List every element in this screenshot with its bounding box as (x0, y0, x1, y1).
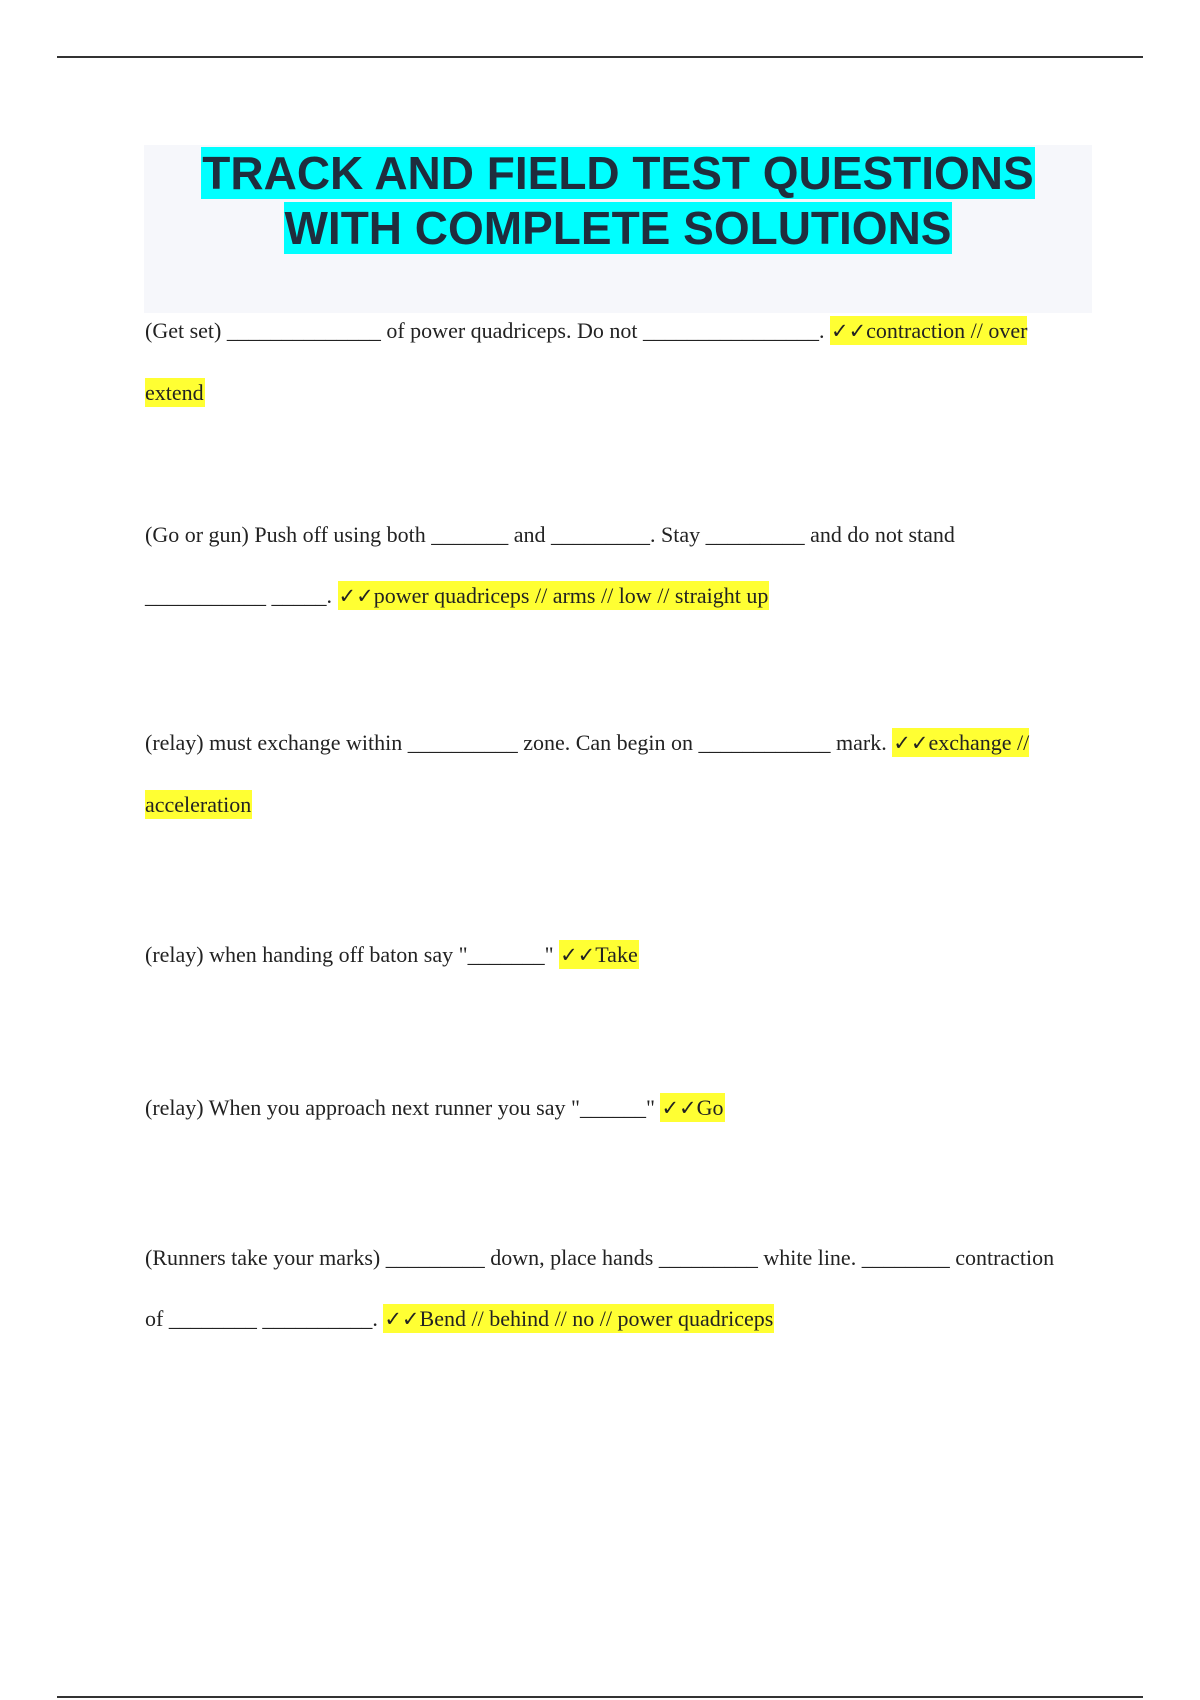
qa-item-get-set (145, 300, 1075, 423)
question-text: (Runners take your marks) _________ down, place hands _________ white line. ________ contraction of ________ __________. (145, 1245, 1055, 1331)
check-icon: ✓✓ (338, 584, 374, 608)
question-text: (relay) must exchange within __________ zone. Can begin on ____________ mark. (145, 730, 893, 755)
check-icon: ✓✓ (560, 943, 596, 967)
answer-text: Bend // behind // no // power quadriceps (419, 1306, 774, 1331)
check-icon: ✓✓ (830, 319, 867, 343)
qa-item-take-your-marks (145, 1227, 1075, 1350)
check-icon: ✓✓ (384, 1307, 420, 1331)
check-icon: ✓✓ (893, 731, 929, 755)
qa-item-relay-exchange (145, 712, 1075, 835)
answer-highlight (660, 1093, 724, 1122)
answer-text: Take (595, 942, 638, 967)
document-title (144, 146, 1092, 256)
answer-text: Go (696, 1095, 724, 1120)
footer-rule (57, 1696, 1143, 1698)
answer-text: contraction // over extend (145, 318, 1028, 405)
header-rule (57, 56, 1143, 58)
title-line-1: TRACK AND FIELD TEST QUESTIONS (202, 147, 1034, 199)
question-text: (relay) When you approach next runner you say "______" (145, 1095, 661, 1120)
answer-highlight (338, 581, 770, 610)
qa-item-go-or-gun (145, 504, 1075, 627)
qa-item-relay-go (145, 1077, 1075, 1139)
question-text: (relay) when handing off baton say "_______" (145, 942, 560, 967)
answer-highlight (383, 1304, 774, 1333)
question-text: (Get set) ______________ of power quadriceps. Do not ________________. (145, 318, 830, 343)
answer-highlight (559, 940, 639, 969)
title-line-2: WITH COMPLETE SOLUTIONS (284, 202, 952, 254)
qa-item-relay-take (145, 924, 1075, 986)
answer-text: exchange // acceleration (145, 730, 1030, 817)
check-icon: ✓✓ (661, 1096, 697, 1120)
question-text: (Go or gun) Push off using both _______ and _________. Stay _________ and do not stand ___________ _____. (145, 522, 955, 608)
answer-text: power quadriceps // arms // low // straight up (373, 583, 769, 608)
